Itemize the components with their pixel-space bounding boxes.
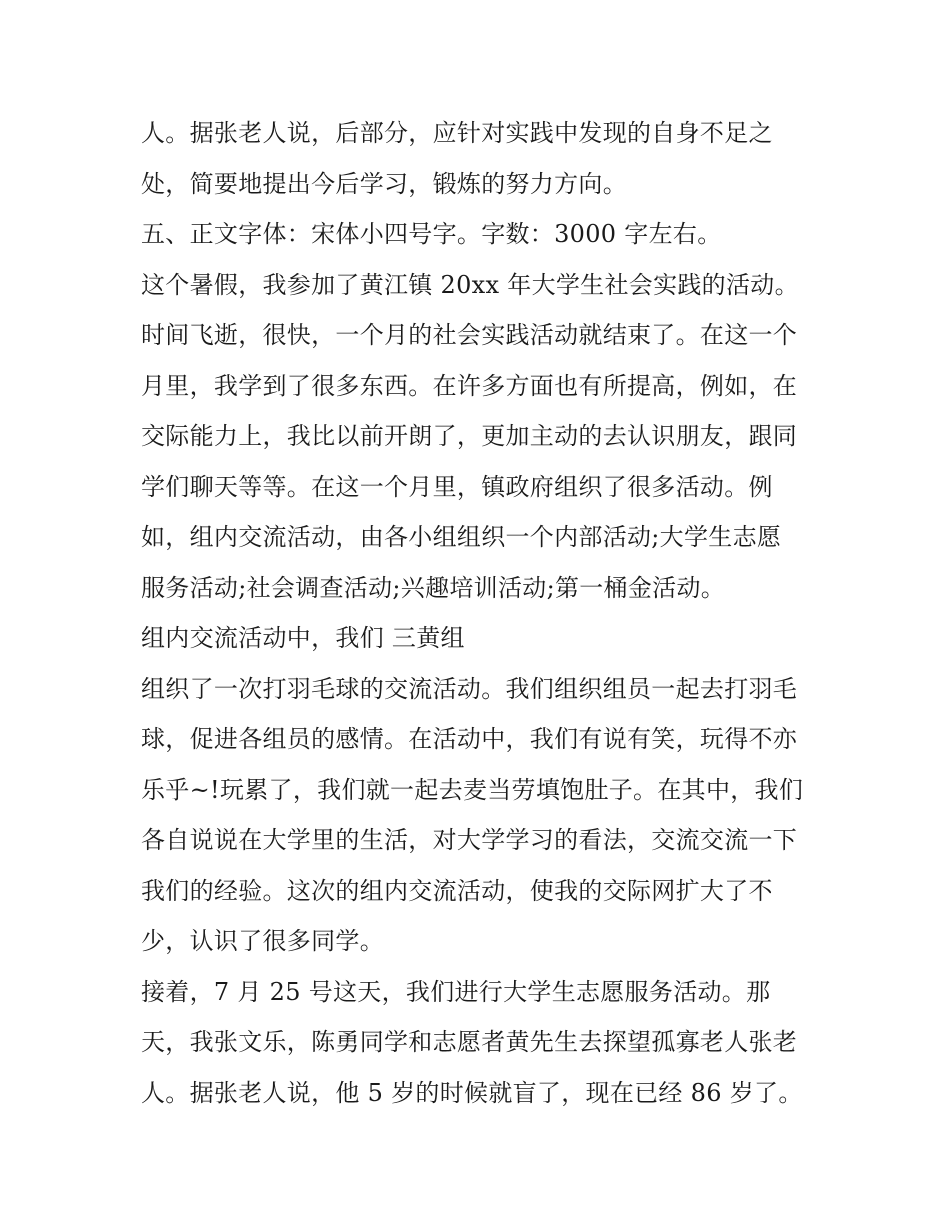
text-line: 这个暑假，我参加了黄江镇 20xx 年大学生社会实践的活动。 bbox=[141, 270, 799, 299]
text-line: 月里，我学到了很多东西。在许多方面也有所提高，例如，在 bbox=[141, 371, 798, 400]
text-line: 组内交流活动中，我们 三黄组 bbox=[141, 624, 465, 652]
text-line: 时间飞逝，很快，一个月的社会实践活动就结束了。在这一个 bbox=[141, 321, 798, 349]
text-line: 学们聊天等等。在这一个月里，镇政府组织了很多活动。例 bbox=[141, 472, 773, 501]
text-line: 乐乎~!玩累了，我们就一起去麦当劳填饱肚子。在其中，我们 bbox=[141, 775, 804, 804]
text-line: 我们的经验。这次的组内交流活动，使我的交际网扩大了不 bbox=[141, 876, 773, 905]
text-line: 人。据张老人说，他 5 岁的时候就盲了，现在已经 86 岁了。 bbox=[141, 1078, 803, 1107]
text-line: 天，我张文乐，陈勇同学和志愿者黄先生去探望孤寡老人张老 bbox=[141, 1028, 798, 1056]
text-line: 球，促进各组员的感情。在活动中，我们有说有笑，玩得不亦 bbox=[141, 725, 798, 753]
text-line: 服务活动;社会调查活动;兴趣培训活动;第一桶金活动。 bbox=[141, 573, 726, 602]
text-line: 交际能力上，我比以前开朗了，更加主动的去认识朋友，跟同 bbox=[141, 422, 798, 450]
text-line: 少，认识了很多同学。 bbox=[141, 927, 384, 955]
text-line: 各自说说在大学里的生活，对大学学习的看法，交流交流一下 bbox=[141, 826, 798, 854]
text-line: 五、正文字体：宋体小四号字。字数：3000 字左右。 bbox=[141, 220, 722, 248]
text-line: 接着，7 月 25 号这天，我们进行大学生志愿服务活动。那 bbox=[141, 977, 771, 1006]
text-line: 人。据张老人说，后部分，应针对实践中发现的自身不足之 bbox=[141, 119, 773, 147]
text-line: 如，组内交流活动，由各小组组织一个内部活动;大学生志愿 bbox=[141, 523, 782, 551]
text-line: 处，简要地提出今后学习，锻炼的努力方向。 bbox=[141, 169, 627, 198]
document-body bbox=[141, 108, 821, 1118]
text-line: 组织了一次打羽毛球的交流活动。我们组织组员一起去打羽毛 bbox=[141, 674, 798, 703]
